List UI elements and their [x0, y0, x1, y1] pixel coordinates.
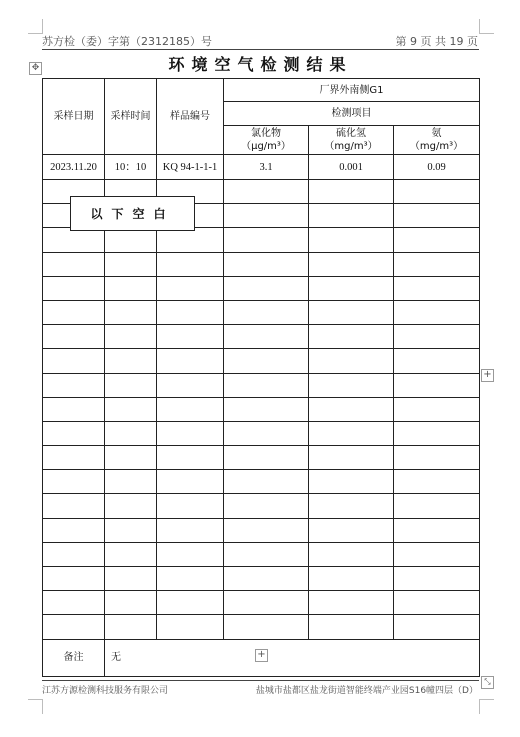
empty-cell[interactable]	[105, 567, 157, 591]
empty-cell[interactable]	[224, 470, 309, 494]
empty-cell[interactable]	[224, 373, 309, 397]
empty-cell[interactable]	[224, 252, 309, 276]
empty-cell[interactable]	[157, 591, 224, 615]
crop-mark-top-left	[28, 19, 43, 34]
empty-cell[interactable]	[224, 325, 309, 349]
table-move-handle-icon[interactable]: ✥	[29, 62, 42, 75]
crop-mark-top-right	[479, 19, 494, 34]
empty-cell[interactable]	[394, 470, 480, 494]
empty-cell[interactable]	[157, 397, 224, 421]
empty-cell[interactable]	[394, 300, 480, 324]
empty-cell[interactable]	[309, 325, 394, 349]
empty-cell[interactable]	[394, 228, 480, 252]
table-row	[43, 567, 480, 591]
header-item-ammonia	[394, 126, 480, 155]
empty-cell[interactable]	[43, 252, 105, 276]
table-row	[43, 228, 480, 252]
empty-cell[interactable]	[43, 228, 105, 252]
cell-h2s: 0.001	[309, 155, 394, 180]
table-row	[43, 470, 480, 494]
empty-cell[interactable]	[105, 421, 157, 445]
empty-cell[interactable]	[224, 421, 309, 445]
empty-cell[interactable]	[105, 542, 157, 566]
empty-cell[interactable]	[309, 494, 394, 518]
empty-cell[interactable]	[224, 494, 309, 518]
empty-cell[interactable]	[394, 325, 480, 349]
empty-cell[interactable]	[394, 397, 480, 421]
table-row	[43, 518, 480, 542]
empty-cell[interactable]	[43, 470, 105, 494]
empty-cell[interactable]	[394, 180, 480, 204]
empty-cell[interactable]	[309, 567, 394, 591]
crop-mark-bottom-right	[479, 699, 494, 714]
empty-cell[interactable]	[157, 615, 224, 639]
table-row	[43, 300, 480, 324]
header-test-items: 检测项目	[224, 102, 480, 126]
item-name: 硫化氢	[336, 128, 366, 139]
empty-cell[interactable]	[157, 542, 224, 566]
cell-date: 2023.11.20	[43, 155, 105, 180]
empty-cell[interactable]	[157, 373, 224, 397]
page-title: 环境空气检测结果	[168, 55, 353, 74]
empty-cell[interactable]	[157, 252, 224, 276]
footer-company: 江苏方源检测科技服务有限公司	[42, 686, 169, 696]
empty-cell[interactable]	[43, 300, 105, 324]
empty-cell[interactable]	[224, 446, 309, 470]
empty-cell[interactable]	[43, 567, 105, 591]
empty-cell[interactable]	[157, 349, 224, 373]
empty-cell[interactable]	[157, 276, 224, 300]
page-indicator: 第 9 页 共 19 页	[395, 35, 478, 48]
empty-cell[interactable]	[394, 276, 480, 300]
empty-cell[interactable]	[224, 615, 309, 639]
empty-cell[interactable]	[105, 373, 157, 397]
empty-cell[interactable]	[105, 446, 157, 470]
blank-notice-box: 以下空白	[70, 196, 195, 231]
table-row	[43, 349, 480, 373]
item-unit: （mg/m³）	[324, 141, 378, 152]
empty-cell[interactable]	[105, 615, 157, 639]
empty-cell[interactable]	[394, 615, 480, 639]
empty-cell[interactable]	[105, 300, 157, 324]
empty-cell[interactable]	[43, 421, 105, 445]
empty-cell[interactable]	[394, 252, 480, 276]
empty-cell[interactable]	[394, 518, 480, 542]
empty-cell[interactable]	[224, 542, 309, 566]
empty-cell[interactable]	[43, 397, 105, 421]
table-row	[43, 446, 480, 470]
empty-cell[interactable]	[309, 252, 394, 276]
remarks-value: 无	[105, 639, 480, 676]
item-name: 氯化物	[251, 128, 281, 139]
table-row	[43, 325, 480, 349]
empty-cell[interactable]	[157, 494, 224, 518]
empty-cell[interactable]	[43, 542, 105, 566]
cell-time: 10：10	[105, 155, 157, 180]
cell-sample-id: KQ 94-1-1-1	[157, 155, 224, 180]
empty-cell[interactable]	[224, 591, 309, 615]
empty-cell[interactable]	[309, 615, 394, 639]
item-unit: （μg/m³）	[241, 141, 291, 152]
empty-cell[interactable]	[105, 252, 157, 276]
table-row	[43, 421, 480, 445]
empty-cell[interactable]	[224, 228, 309, 252]
results-table	[42, 78, 480, 677]
table-row	[43, 542, 480, 566]
empty-cell[interactable]	[105, 228, 157, 252]
empty-cell[interactable]	[309, 276, 394, 300]
empty-cell[interactable]	[309, 349, 394, 373]
table-row	[43, 615, 480, 639]
empty-cell[interactable]	[394, 567, 480, 591]
table-resize-handle-icon[interactable]: ⤡	[481, 676, 494, 689]
table-row	[43, 373, 480, 397]
header-item-h2s	[309, 126, 394, 155]
empty-cell[interactable]	[224, 397, 309, 421]
empty-cell[interactable]	[394, 373, 480, 397]
empty-cell[interactable]	[105, 397, 157, 421]
empty-cell[interactable]	[394, 542, 480, 566]
empty-cell[interactable]	[309, 180, 394, 204]
empty-cell[interactable]	[309, 300, 394, 324]
empty-cell[interactable]	[43, 591, 105, 615]
empty-cell[interactable]	[309, 518, 394, 542]
empty-cell[interactable]	[157, 325, 224, 349]
empty-cell[interactable]	[105, 325, 157, 349]
empty-cell[interactable]	[394, 204, 480, 228]
cell-ammonia: 0.09	[394, 155, 480, 180]
empty-cell[interactable]	[105, 591, 157, 615]
empty-cell[interactable]	[105, 494, 157, 518]
empty-cell[interactable]	[309, 204, 394, 228]
empty-cell[interactable]	[157, 518, 224, 542]
empty-cell[interactable]	[394, 494, 480, 518]
crop-mark-bottom-left	[28, 699, 43, 714]
empty-cell[interactable]	[394, 349, 480, 373]
table-row	[43, 252, 480, 276]
footer-rule	[42, 680, 479, 681]
table-row	[43, 494, 480, 518]
empty-cell[interactable]	[43, 325, 105, 349]
footer-address: 盐城市盐都区盐龙街道智能终端产业园S16幢四层（D）	[255, 686, 478, 696]
empty-cell[interactable]	[224, 180, 309, 204]
header-item-chloride	[224, 126, 309, 155]
empty-cell[interactable]	[157, 421, 224, 445]
empty-cell[interactable]	[43, 615, 105, 639]
empty-cell[interactable]	[157, 446, 224, 470]
item-name: 氨	[431, 128, 442, 139]
empty-cell[interactable]	[43, 276, 105, 300]
table-row	[43, 276, 480, 300]
empty-cell[interactable]	[157, 470, 224, 494]
empty-cell[interactable]	[394, 591, 480, 615]
empty-cell[interactable]	[394, 421, 480, 445]
empty-cell[interactable]	[309, 373, 394, 397]
empty-cell[interactable]	[224, 349, 309, 373]
header-sample-id: 样品编号	[157, 79, 224, 155]
empty-cell[interactable]	[309, 228, 394, 252]
empty-cell[interactable]	[224, 567, 309, 591]
empty-cell[interactable]	[43, 494, 105, 518]
empty-cell[interactable]	[157, 300, 224, 324]
header-sampling-time: 采样时间	[105, 79, 157, 155]
header-site: 厂界外南侧G1	[224, 79, 480, 102]
empty-cell[interactable]	[157, 567, 224, 591]
empty-cell[interactable]	[43, 373, 105, 397]
empty-cell[interactable]	[309, 542, 394, 566]
remarks-label: 备注	[43, 639, 105, 676]
add-column-icon[interactable]: +	[481, 369, 494, 382]
empty-cell[interactable]	[309, 421, 394, 445]
table-row	[43, 591, 480, 615]
empty-cell[interactable]	[224, 518, 309, 542]
report-number: 苏方检（委）字第（2312185）号	[42, 35, 212, 48]
empty-cell[interactable]	[224, 276, 309, 300]
empty-cell[interactable]	[43, 349, 105, 373]
empty-cell[interactable]	[43, 518, 105, 542]
empty-cell[interactable]	[224, 204, 309, 228]
empty-cell[interactable]	[309, 446, 394, 470]
empty-cell[interactable]	[224, 300, 309, 324]
empty-cell[interactable]	[105, 470, 157, 494]
add-row-icon[interactable]: +	[255, 649, 268, 662]
empty-cell[interactable]	[105, 276, 157, 300]
empty-cell[interactable]	[105, 349, 157, 373]
empty-cell[interactable]	[105, 518, 157, 542]
empty-cell[interactable]	[309, 397, 394, 421]
cell-chloride: 3.1	[224, 155, 309, 180]
empty-cell[interactable]	[309, 470, 394, 494]
table-row	[43, 397, 480, 421]
empty-cell[interactable]	[309, 591, 394, 615]
empty-cell[interactable]	[157, 228, 224, 252]
empty-cell[interactable]	[394, 446, 480, 470]
empty-cell[interactable]	[43, 446, 105, 470]
header-sampling-date: 采样日期	[43, 79, 105, 155]
header-rule	[42, 49, 479, 50]
item-unit: （mg/m³）	[409, 141, 464, 152]
